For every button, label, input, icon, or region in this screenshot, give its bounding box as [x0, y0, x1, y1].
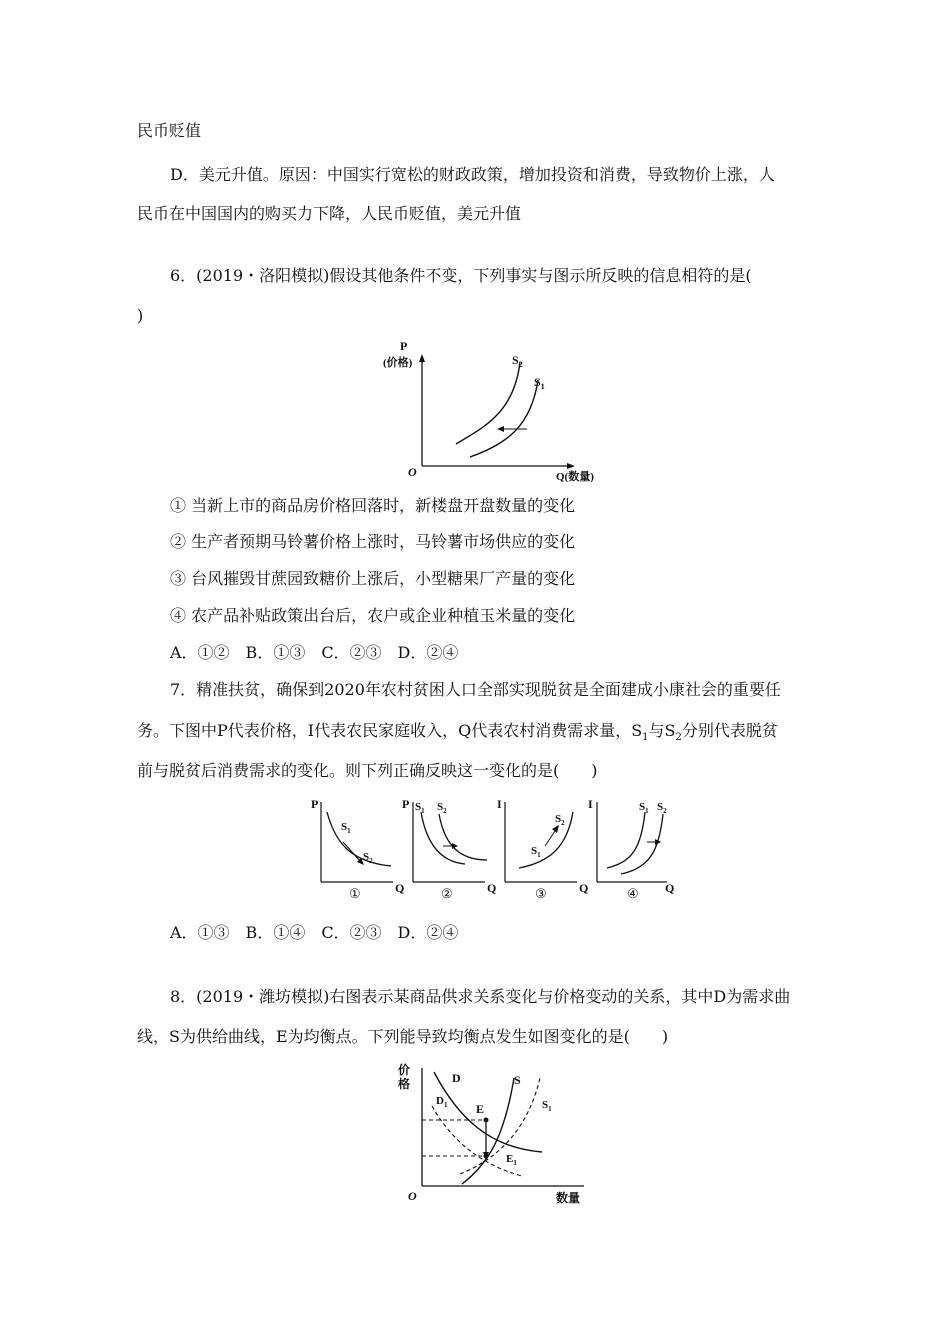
text-line-1: 民币贬值	[137, 121, 202, 140]
figure-7-four-graphs	[305, 792, 685, 902]
fig7-g3-i: I	[497, 797, 502, 811]
fig7-g4-s1: $S_1$	[639, 801, 649, 815]
fig7-g3-q: Q	[579, 881, 589, 895]
question-6-item-4: ④ 农产品补贴政策出台后，农户或企业种植玉米量的变化	[170, 606, 576, 625]
fig8-e1-label: $E_1$	[506, 1153, 517, 1167]
fig7-g4-number: ④	[627, 886, 639, 901]
fig7-graph-2	[402, 797, 496, 901]
text-line-3: 民币在中国国内的购买力下降，人民币贬值，美元升值	[137, 204, 522, 223]
fig6-q-label: Q(数量)	[556, 471, 594, 483]
fig8-quantity-label: 数量	[556, 1191, 581, 1205]
question-8-stem: 8．(2019・潍坊模拟)右图表示某商品供求关系变化与价格变动的关系，其中D为需求曲	[170, 987, 791, 1006]
fig7-graph-3	[497, 797, 588, 901]
fig7-g2-s1: $S_1$	[415, 801, 425, 815]
fig7-g1-s2: $S_2$	[363, 851, 373, 865]
fig7-graph-1	[311, 797, 404, 901]
fig8-d-label: D	[452, 1071, 461, 1085]
fig8-origin: O	[408, 1189, 417, 1203]
fig6-s1-label: $S_1$	[534, 375, 545, 391]
figure-6-supply-shift	[380, 334, 640, 484]
fig7-g1-p: P	[311, 797, 319, 811]
figure-8-equilibrium-shift	[378, 1058, 608, 1208]
fig7-g4-q: Q	[665, 881, 675, 895]
question-6-stem-end: )	[137, 306, 144, 325]
text-line-2: D．美元升值。原因：中国实行宽松的财政政策，增加投资和消费，导致物价上涨，人	[170, 165, 775, 184]
fig7-g3-number: ③	[535, 886, 547, 901]
question-7-stem: 7．精准扶贫，确保到2020年农村贫困人口全部实现脱贫是全面建成小康社会的重要任	[170, 680, 781, 699]
question-6-stem: 6．(2019・洛阳模拟)假设其他条件不变，下列事实与图示所反映的信息相符的是(	[170, 266, 752, 285]
question-6-item-1: ① 当新上市的商品房价格回落时，新楼盘开盘数量的变化	[170, 496, 576, 515]
fig7-g4-i: I	[588, 797, 593, 811]
fig7-g2-s2: $S_2$	[437, 801, 447, 815]
fig8-e-label: E	[476, 1102, 485, 1116]
fig7-g1-q: Q	[395, 881, 405, 895]
question-7-options: A．①③ B．①④ C．②③ D．②④	[170, 923, 459, 942]
fig6-s2-label: $S_2$	[512, 353, 523, 369]
fig8-price-label-2: 格	[398, 1077, 411, 1091]
question-6-options: A．①② B．①③ C．②③ D．②④	[170, 643, 459, 662]
fig7-g3-s1: $S_1$	[531, 845, 541, 859]
fig7-g1-number: ①	[349, 886, 361, 901]
fig8-s-label: S	[514, 1073, 521, 1087]
fig7-g2-p: P	[402, 797, 410, 811]
question-7-stem-2: 务。下图中P代表价格，I代表农民家庭收入，Q代表农村消费需求量，$S_1$与$S_2$分别代表脱贫	[137, 721, 778, 744]
fig6-price-label: (价格)	[383, 357, 413, 369]
question-6-item-3: ③ 台风摧毁甘蔗园致糖价上涨后，小型糖果厂产量的变化	[170, 569, 576, 588]
fig8-price-label-1: 价	[398, 1063, 411, 1077]
fig7-g2-number: ②	[441, 886, 453, 901]
fig8-s1-label: $S_1$	[542, 1099, 552, 1113]
question-7-stem-3: 前与脱贫后消费需求的变化。则下列正确反映这一变化的是( )	[137, 761, 598, 780]
fig8-d1-label: $D_1$	[436, 1095, 448, 1109]
fig7-g3-s2: $S_2$	[555, 813, 565, 827]
question-6-item-2: ② 生产者预期马铃薯价格上涨时，马铃薯市场供应的变化	[170, 532, 576, 551]
fig7-g1-s1: $S_1$	[341, 821, 351, 835]
question-8-stem-2: 线，S为供给曲线，E为均衡点。下列能导致均衡点发生如图变化的是( )	[137, 1027, 669, 1046]
fig7-g2-q: Q	[487, 881, 497, 895]
fig6-origin: O	[408, 465, 417, 479]
fig7-graph-4	[588, 797, 674, 901]
fig7-g4-s2: $S_2$	[657, 801, 667, 815]
fig6-p-label: P	[400, 339, 408, 353]
